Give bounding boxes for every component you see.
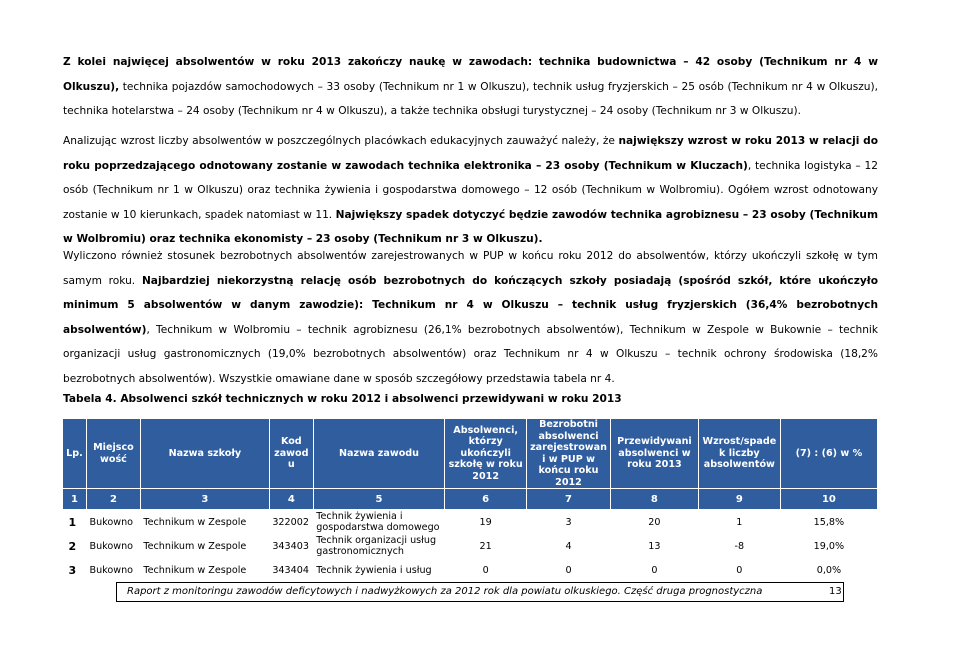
cell-school-name: Technikum w Zespole bbox=[143, 516, 247, 528]
paragraph-growth-analysis bbox=[63, 129, 878, 252]
text-run: Analizując wzrost liczby absolwentów w poszczególnych placówkach edukacyjnych zauważyć należy, że bbox=[63, 135, 619, 147]
cell-graduates-2012: 0 bbox=[482, 564, 489, 576]
cell-ratio: 15,8% bbox=[813, 516, 845, 528]
cell-expected-2013: 20 bbox=[648, 516, 661, 528]
cell-ratio: 19,0% bbox=[813, 540, 845, 552]
page-number: 13 bbox=[829, 586, 842, 597]
text-run: technika pojazdów samochodowych – 33 osoby (Technikum nr 1 w Olkuszu), technik usług fryzjerskich – 25 osób (Technikum nr 4 w Olkuszu), technika hotelarstwa – 24 osoby (Technikum nr 4 w Olkuszu), a także technika obsługi turystycznej – 24 osoby (Technikum nr 3 w Olkuszu). bbox=[63, 80, 878, 117]
cell-change: -8 bbox=[734, 540, 745, 552]
cell-change: 1 bbox=[736, 516, 743, 528]
cell-code: 343403 bbox=[272, 540, 309, 552]
header-ratio: (7) : (6) w % bbox=[780, 419, 877, 489]
paragraph-unemployment-ratio bbox=[63, 244, 878, 391]
table-caption: Tabela 4. Absolwenci szkół technicznych w roku 2012 i absolwenci przewidywani w roku 2013 bbox=[63, 393, 622, 405]
page-footer bbox=[116, 582, 844, 602]
cell-code: 343404 bbox=[272, 564, 309, 576]
text-run: Wyliczono również stosunek bezrobotnych absolwentów zarejestrowanych w PUP w końcu roku 2012 do absolwentów, którzy ukończyli szkołę w tym samym roku. bbox=[63, 250, 878, 287]
table-row bbox=[63, 558, 878, 582]
table-row bbox=[63, 534, 878, 558]
bold-run: największy wzrost w roku 2013 w relacji do roku poprzedzającego odnotowany zostanie w zawodach technika elektronika – 23 osoby (Technikum w Kluczach) bbox=[63, 135, 879, 172]
cell-lp: 1 bbox=[68, 515, 77, 529]
cell-unemployed: 3 bbox=[565, 516, 572, 528]
cell-school-name: Technikum w Zespole bbox=[143, 564, 247, 576]
cell-locality: Bukowno bbox=[89, 516, 134, 528]
cell-graduates-2012: 21 bbox=[479, 540, 492, 552]
header-occupation-code: Kod zawod u bbox=[269, 419, 313, 489]
table-header-row bbox=[63, 419, 878, 489]
cell-locality: Bukowno bbox=[89, 564, 134, 576]
cell-unemployed: 4 bbox=[565, 540, 572, 552]
table-column-numbers-row bbox=[63, 489, 878, 510]
cell-unemployed: 0 bbox=[565, 564, 572, 576]
cell-graduates-2012: 19 bbox=[479, 516, 492, 528]
header-lp: Lp. bbox=[63, 419, 87, 489]
column-number: 4 bbox=[269, 489, 313, 510]
bold-run: Najbardziej niekorzystną relację osób bezrobotnych do kończących szkoły posiadają (spośród szkół, które ukończyło minimum 5 absolwentów w danym zawodzie): Technikum nr 4 w Olkuszu – technik usług fryzjerskich (36,4% bezrobotnych absolwentów) bbox=[63, 274, 878, 336]
cell-expected-2013: 13 bbox=[648, 540, 661, 552]
text-run: , technika logistyka – 12 osób (Technikum nr 1 w Olkuszu) oraz technika żywienia i gospodarstwa domowego – 12 osób (Technikum w Wolbromiu). Ogółem wzrost odnotowany zostanie w 10 kierunkach, spadek natomiast w 11. bbox=[63, 159, 878, 221]
column-number: 1 bbox=[63, 489, 87, 510]
cell-lp: 3 bbox=[68, 563, 77, 577]
graduates-table bbox=[62, 418, 878, 582]
footer-text: Raport z monitoringu zawodów deficytowych i nadwyżkowych za 2012 rok dla powiatu olkuskiego. Część druga prognostyczna bbox=[127, 586, 763, 597]
column-number: 8 bbox=[610, 489, 698, 510]
column-number: 7 bbox=[527, 489, 611, 510]
header-expected-graduates-2013: Przewidywani absolwenci w roku 2013 bbox=[610, 419, 698, 489]
cell-occupation: Technik organizacji usług gastronomicznych bbox=[316, 535, 437, 557]
text-run: , Technikum w Wolbromiu – technik agrobiznesu (26,1% bezrobotnych absolwentów), Technikum w Zespole w Bukownie – technik organizacji usług gastronomicznych (19,0% bezrobotnych absolwentów) oraz Technikum nr 4 w Olkuszu – technik ochrony środowiska (18,2% bezrobotnych absolwentów). Wszystkie omawiane dane w sposób szczegółowy przedstawia tabela nr 4. bbox=[63, 323, 878, 385]
column-number: 6 bbox=[445, 489, 527, 510]
header-change: Wzrost/spade k liczby absolwentów bbox=[698, 419, 780, 489]
column-number: 10 bbox=[780, 489, 877, 510]
column-number: 5 bbox=[313, 489, 444, 510]
paragraph-top-graduates bbox=[63, 50, 878, 124]
cell-lp: 2 bbox=[68, 539, 77, 553]
table-row bbox=[63, 510, 878, 535]
cell-change: 0 bbox=[736, 564, 743, 576]
bold-run: Największy spadek dotyczyć będzie zawodów technika agrobiznesu – 23 osoby (Technikum w Wolbromiu) oraz technika ekonomisty – 23 osoby (Technikum nr 3 w Olkuszu). bbox=[63, 208, 878, 245]
header-graduates-2012: Absolwenci, którzy ukończyli szkołę w roku 2012 bbox=[445, 419, 527, 489]
column-number: 2 bbox=[86, 489, 140, 510]
cell-occupation: Technik żywienia i usług bbox=[316, 564, 432, 576]
cell-ratio: 0,0% bbox=[816, 564, 842, 576]
header-occupation-name: Nazwa zawodu bbox=[313, 419, 444, 489]
header-locality: Miejsco wość bbox=[86, 419, 140, 489]
cell-occupation: Technik żywienia i gospodarstwa domowego bbox=[316, 511, 440, 533]
header-unemployed-graduates: Bezrobotni absolwenci zarejestrowan i w PUP w końcu roku 2012 bbox=[527, 419, 611, 489]
column-number: 3 bbox=[140, 489, 269, 510]
cell-locality: Bukowno bbox=[89, 540, 134, 552]
cell-expected-2013: 0 bbox=[651, 564, 658, 576]
cell-code: 322002 bbox=[272, 516, 309, 528]
cell-school-name: Technikum w Zespole bbox=[143, 540, 247, 552]
header-school-name: Nazwa szkoły bbox=[140, 419, 269, 489]
column-number: 9 bbox=[698, 489, 780, 510]
bold-run: Z kolei najwięcej absolwentów w roku 2013 zakończy naukę w zawodach: technika budownictwa – 42 osoby (Technikum nr 4 w Olkuszu), bbox=[63, 56, 878, 93]
